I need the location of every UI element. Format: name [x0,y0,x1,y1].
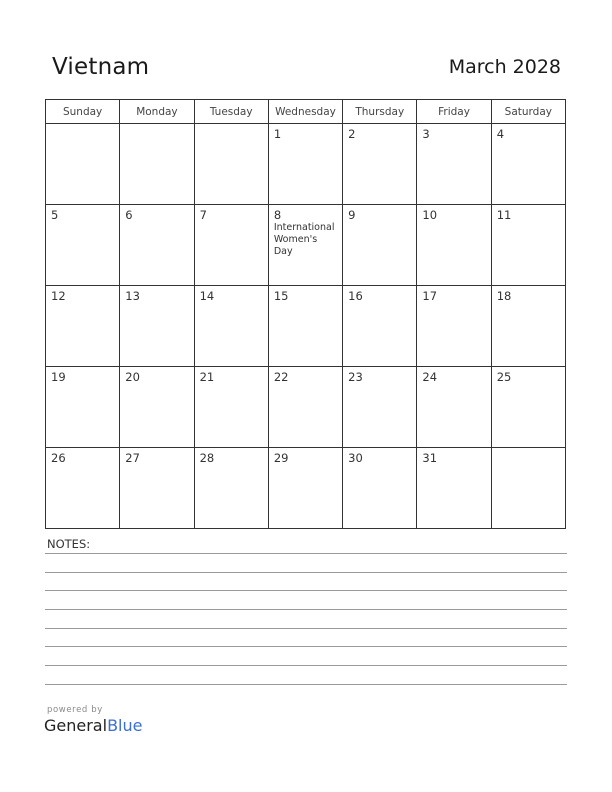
day-cell [417,205,491,286]
notes-line [45,665,567,666]
day-cell [46,448,120,529]
day-cell [491,367,565,448]
day-number: 15 [273,289,289,303]
notes-line [45,646,567,647]
weekday-header: Tuesday [194,100,268,124]
day-cell [417,286,491,367]
day-cell [46,367,120,448]
notes-line [45,684,567,685]
day-number: 2 [348,127,356,141]
day-number: 13 [125,289,140,303]
day-cell [343,286,417,367]
day-cell [120,367,194,448]
day-cell [46,124,120,205]
day-number: 14 [199,289,215,303]
day-cell [194,367,268,448]
day-cell [417,448,491,529]
calendar-country-title: Vietnam [52,54,150,80]
day-cell [268,205,342,286]
day-cell [268,367,342,448]
holiday-label: International Women's Day [273,222,335,257]
week-row [46,367,566,448]
notes-line [45,628,567,629]
day-number: 10 [422,208,438,222]
day-cell [268,448,342,529]
calendar-grid [45,99,566,529]
notes-label: NOTES: [47,537,91,551]
day-cell [417,124,491,205]
notes-line [45,590,567,591]
day-cell [491,124,565,205]
day-number: 1 [273,127,282,141]
day-number: 27 [125,451,140,465]
day-cell [194,124,268,205]
day-cell [268,286,342,367]
day-cell [120,448,194,529]
weekday-header-row [46,100,566,124]
generalblue-logo[interactable] [44,716,142,735]
day-number: 7 [199,208,207,222]
day-number: 26 [51,451,66,465]
day-number: 25 [496,370,512,384]
day-cell [46,286,120,367]
day-cell [268,124,342,205]
day-number: 23 [348,370,363,384]
day-cell [120,124,194,205]
day-cell [120,205,194,286]
day-number: 19 [51,370,66,384]
day-cell [343,124,417,205]
weekday-header: Thursday [343,100,417,124]
weekday-header: Sunday [46,100,120,124]
weekday-header: Monday [120,100,194,124]
day-cell [120,286,194,367]
day-number: 30 [348,451,363,465]
day-cell [194,286,268,367]
day-number: 8 [273,208,282,222]
day-cell [343,448,417,529]
week-row [46,205,566,286]
notes-line [45,609,567,610]
day-cell [491,205,565,286]
day-number: 28 [199,451,215,465]
notes-line [45,553,567,554]
day-number: 20 [125,370,140,384]
day-number: 29 [273,451,289,465]
day-number: 6 [125,208,133,222]
day-cell [194,205,268,286]
day-number: 4 [496,127,505,141]
day-number: 31 [422,451,438,465]
day-cell [417,367,491,448]
weekday-header: Friday [417,100,491,124]
day-cell [46,205,120,286]
week-row [46,448,566,529]
weekday-header: Wednesday [268,100,342,124]
day-number: 21 [199,370,215,384]
day-number: 11 [496,208,512,222]
day-number: 18 [496,289,512,303]
week-row [46,286,566,367]
day-cell [194,448,268,529]
day-number: 12 [51,289,66,303]
day-number: 5 [51,208,59,222]
day-cell [491,286,565,367]
calendar-month-title: March 2028 [448,56,561,78]
day-number: 22 [273,370,289,384]
day-cell [343,205,417,286]
day-cell [491,448,565,529]
logo-text-general: General [44,716,108,735]
day-number: 16 [348,289,363,303]
week-row [46,124,566,205]
notes-line [45,572,567,573]
day-number: 9 [348,208,356,222]
day-cell [343,367,417,448]
day-number: 17 [422,289,438,303]
powered-by-text: powered by [47,705,103,715]
weekday-header: Saturday [491,100,565,124]
day-number: 24 [422,370,438,384]
day-number: 3 [422,127,430,141]
logo-text-blue: Blue [107,716,143,735]
